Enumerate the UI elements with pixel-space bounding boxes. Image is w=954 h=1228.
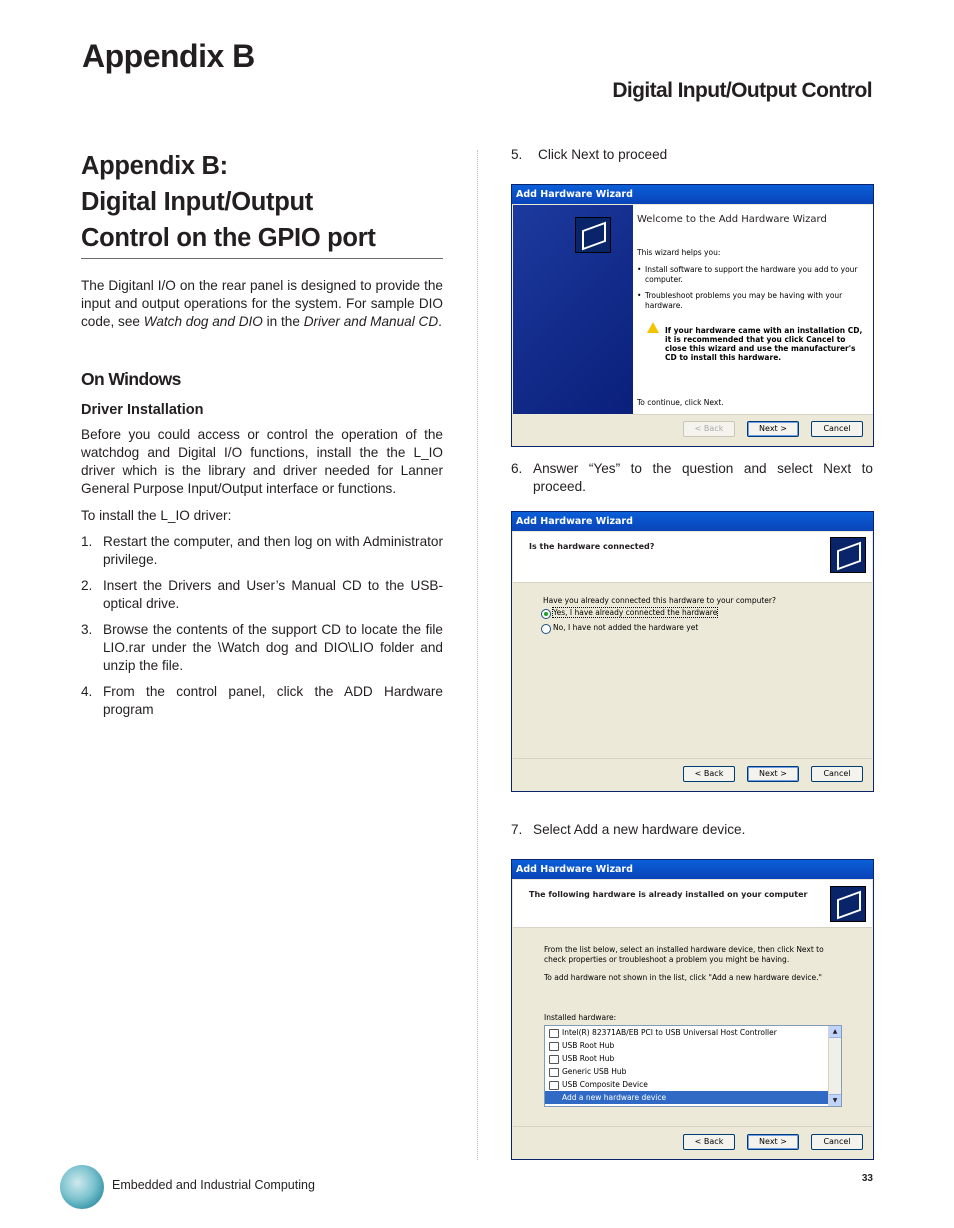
wizard-welcome-screenshot (511, 184, 874, 447)
step-number: 1. (81, 534, 93, 549)
list-item-label: USB Root Hub (562, 1041, 615, 1050)
usb-device-icon (549, 1029, 559, 1038)
wizard-content (633, 205, 873, 415)
radio-yes[interactable] (553, 608, 717, 618)
intro-text: The Digitanl I/O on the rear panel is designed to provide the input and output operations for the system. For sample DIO code, see (81, 278, 443, 329)
bullet-text: Install software to support the hardware you add to your computer. (645, 265, 858, 284)
radio-no-label[interactable]: No, I have not added the hardware yet (553, 623, 699, 632)
section-title-line: Digital Input/Output (81, 188, 313, 216)
radio-icon[interactable] (541, 624, 551, 634)
installed-hardware-list[interactable] (544, 1025, 842, 1107)
list-item-label: Add a new hardware device (562, 1093, 667, 1102)
step-text: Restart the computer, and then log on with Administrator privilege. (103, 534, 443, 567)
back-button[interactable]: < Back (683, 421, 735, 437)
divider (513, 758, 872, 759)
company-logo-icon (60, 1165, 104, 1209)
section-title-line: Appendix B: (81, 152, 228, 180)
list-item (81, 577, 443, 613)
intro-text: in the (262, 314, 304, 329)
wizard-bullet: • Troubleshoot problems you may be having with your hardware. (637, 291, 843, 310)
next-button[interactable]: Next > (747, 421, 799, 437)
column-divider (477, 150, 478, 1160)
wizard-title-bar: Add Hardware Wizard (512, 185, 873, 204)
list-item[interactable] (545, 1078, 841, 1091)
wizard-buttons (671, 1134, 863, 1150)
list-item-label: USB Root Hub (562, 1054, 615, 1063)
next-button[interactable]: Next > (747, 1134, 799, 1150)
wizard-add-instructions: To add hardware not shown in the list, click "Add a new hardware device." (544, 973, 822, 982)
hardware-wizard-icon (830, 537, 866, 573)
wizard-header (513, 532, 872, 583)
step-text: Click Next to proceed (538, 147, 668, 162)
left-column (81, 148, 443, 727)
step-number: 7. (511, 822, 523, 837)
list-item[interactable] (545, 1052, 841, 1065)
list-item[interactable] (545, 1026, 841, 1039)
warning-icon (647, 322, 659, 333)
list-item (81, 533, 443, 569)
step-6 (511, 460, 873, 496)
usb-device-icon (549, 1068, 559, 1077)
step-text: Insert the Drivers and User’s Manual CD to the USB-optical drive. (103, 578, 443, 611)
scroll-up-icon[interactable]: ▲ (829, 1026, 841, 1038)
hardware-wizard-icon (575, 217, 611, 253)
list-item (81, 683, 443, 719)
wizard-heading: The following hardware is already installed on your computer (529, 890, 808, 899)
before-paragraph: Before you could access or control the operation of the watchdog and Digital I/O functions, install the the L_IO driver which is the library and driver needed for Lanner General Purpose Input/Output interface or functions. (81, 427, 443, 496)
step-number: 6. (511, 461, 523, 476)
intro-emphasis: Watch dog and DIO (143, 314, 263, 329)
step-text: Select Add a new hardware device. (533, 822, 746, 837)
step-text: Browse the contents of the support CD to locate the file LIO.rar under the \Watch dog and DIO\LIO folder and unzip the file. (103, 622, 443, 673)
step-number: 4. (81, 684, 93, 699)
section-title-line: Control on the GPIO port (81, 224, 376, 252)
step-text: Answer “Yes” to the question and select Next to proceed. (533, 461, 873, 494)
radio-icon[interactable] (541, 609, 551, 619)
back-button[interactable]: < Back (683, 766, 735, 782)
wizard-connected-screenshot (511, 511, 874, 792)
back-button[interactable]: < Back (683, 1134, 735, 1150)
list-item-label: Intel(R) 82371AB/EB PCI to USB Universal Host Controller (562, 1028, 777, 1037)
step-number: 2. (81, 578, 93, 593)
wizard-question: Have you already connected this hardware to your computer? (543, 596, 776, 605)
intro-text: . (438, 314, 442, 329)
wizard-title-bar: Add Hardware Wizard (512, 860, 873, 879)
usb-device-icon (549, 1081, 559, 1090)
list-scrollbar[interactable] (828, 1026, 841, 1106)
list-item (81, 621, 443, 675)
page-header-title: Appendix B (82, 38, 255, 74)
installed-hardware-label: Installed hardware: (544, 1013, 617, 1022)
intro-paragraph (81, 277, 443, 331)
wizard-buttons (671, 766, 863, 782)
install-steps-list (81, 533, 443, 719)
list-item-label: Generic USB Hub (562, 1067, 627, 1076)
step-7 (511, 821, 873, 839)
driver-installation-heading: Driver Installation (81, 402, 204, 418)
step-number: 3. (81, 622, 93, 637)
intro-emphasis: Driver and Manual CD (303, 314, 439, 329)
divider (513, 1126, 872, 1127)
wizard-bullet: • Install software to support the hardware you add to your computer. (637, 265, 858, 284)
step-5 (511, 146, 873, 164)
wizard-welcome-heading: Welcome to the Add Hardware Wizard (637, 214, 827, 225)
usb-device-icon (549, 1042, 559, 1051)
cancel-button[interactable]: Cancel (811, 1134, 863, 1150)
wizard-heading: Is the hardware connected? (529, 542, 655, 551)
radio-no[interactable] (553, 623, 698, 633)
page-header-subtitle: Digital Input/Output Control (612, 79, 872, 102)
step-text: From the control panel, click the ADD Hardware program (103, 684, 443, 717)
wizard-instructions: From the list below, select an installed hardware device, then click Next to check properties or troubleshoot a problem you might be having. (544, 945, 824, 964)
usb-device-icon (549, 1055, 559, 1064)
wizard-continue-text: To continue, click Next. (637, 398, 724, 407)
scroll-down-icon[interactable]: ▼ (829, 1094, 841, 1106)
list-item-label: USB Composite Device (562, 1080, 648, 1089)
on-windows-heading: On Windows (81, 369, 181, 389)
list-item[interactable] (545, 1065, 841, 1078)
footer-company-text: Embedded and Industrial Computing (112, 1178, 315, 1192)
next-button[interactable]: Next > (747, 766, 799, 782)
list-item-add-new-selected[interactable] (545, 1091, 828, 1104)
wizard-warning-text: If your hardware came with an installation CD, it is recommended that you click Cancel to close this wizard and use the manufacturer's CD to install this hardware. (665, 326, 863, 362)
bullet-text: Troubleshoot problems you may be having with your hardware. (645, 291, 843, 310)
cancel-button[interactable]: Cancel (811, 766, 863, 782)
wizard-buttons (671, 421, 863, 437)
section-title (81, 148, 443, 259)
cancel-button[interactable]: Cancel (811, 421, 863, 437)
wizard-helps-text: This wizard helps you: (637, 248, 721, 257)
wizard-header (513, 880, 872, 928)
step-number: 5. (511, 147, 523, 162)
page-number: 33 (861, 1173, 873, 1184)
hardware-wizard-icon (830, 886, 866, 922)
wizard-side-banner (513, 205, 633, 414)
wizard-title-bar: Add Hardware Wizard (512, 512, 873, 531)
radio-yes-label[interactable]: Yes, I have already connected the hardware (553, 608, 718, 617)
to-install-paragraph: To install the L_IO driver: (81, 508, 232, 523)
list-item[interactable] (545, 1039, 841, 1052)
wizard-installed-hardware-screenshot (511, 859, 874, 1160)
